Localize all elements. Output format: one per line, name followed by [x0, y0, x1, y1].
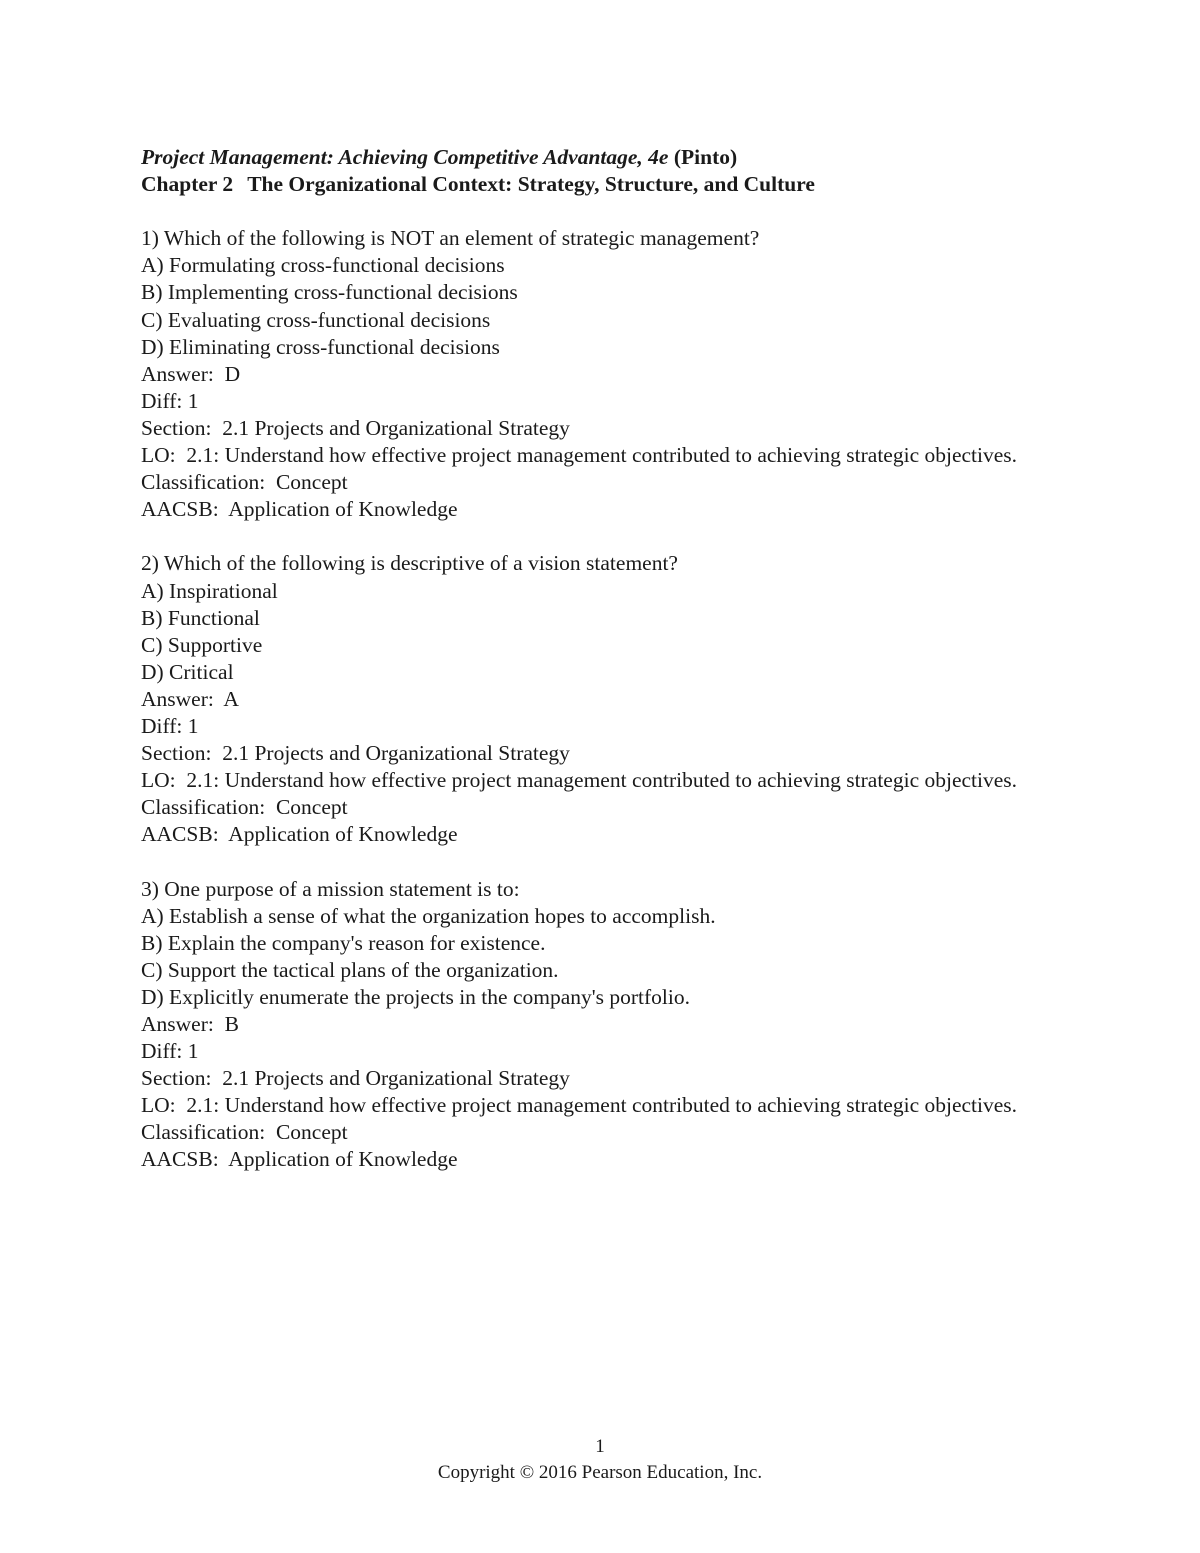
learning-objective: LO: 2.1: Understand how effective project management contributed to achieving strategic objectives.	[141, 443, 1018, 468]
chapter-heading	[141, 171, 1021, 198]
section-ref: Section: 2.1 Projects and Organizational Strategy	[141, 415, 570, 440]
answer-option: D) Explicitly enumerate the projects in the company's portfolio.	[141, 984, 690, 1009]
question-prompt: 1) Which of the following is NOT an element of strategic management?	[141, 226, 760, 251]
question-block-3	[141, 876, 1021, 1174]
answer-option: A) Inspirational	[141, 578, 278, 603]
answer-key: Answer: D	[141, 361, 241, 386]
question-prompt: 2) Which of the following is descriptive of a vision statement?	[141, 551, 678, 576]
aacsb: AACSB: Application of Knowledge	[141, 497, 458, 522]
classification: Classification: Concept	[141, 795, 348, 820]
difficulty: Diff: 1	[141, 1039, 199, 1064]
answer-option: B) Implementing cross-functional decisions	[141, 280, 518, 305]
answer-key: Answer: A	[141, 686, 239, 711]
spacer	[141, 523, 1021, 550]
learning-objective: LO: 2.1: Understand how effective project management contributed to achieving strategic objectives.	[141, 768, 1018, 793]
copyright-notice: Copyright © 2016 Pearson Education, Inc.	[437, 1462, 763, 1483]
answer-option: C) Support the tactical plans of the organization.	[141, 957, 559, 982]
classification: Classification: Concept	[141, 470, 348, 495]
difficulty: Diff: 1	[141, 388, 199, 413]
page-content	[141, 144, 1021, 1174]
answer-option: B) Functional	[141, 605, 260, 630]
section-ref: Section: 2.1 Projects and Organizational Strategy	[141, 741, 570, 766]
book-title-line	[141, 144, 1021, 171]
chapter-number: Chapter 2	[141, 172, 234, 197]
answer-option: D) Eliminating cross-functional decisions	[141, 334, 500, 359]
spacer	[141, 848, 1021, 875]
question-prompt: 3) One purpose of a mission statement is to:	[141, 876, 520, 901]
answer-option: B) Explain the company's reason for existence.	[141, 930, 546, 955]
answer-option: A) Formulating cross-functional decisions	[141, 253, 505, 278]
difficulty: Diff: 1	[141, 713, 199, 738]
section-ref: Section: 2.1 Projects and Organizational Strategy	[141, 1066, 570, 1091]
answer-option: D) Critical	[141, 659, 234, 684]
book-author: (Pinto)	[673, 145, 738, 169]
question-block-1	[141, 225, 1021, 523]
answer-option: C) Supportive	[141, 632, 263, 657]
answer-option: A) Establish a sense of what the organization hopes to accomplish.	[141, 903, 716, 928]
learning-objective: LO: 2.1: Understand how effective project management contributed to achieving strategic objectives.	[141, 1093, 1018, 1118]
page-number: 1	[595, 1436, 605, 1457]
aacsb: AACSB: Application of Knowledge	[141, 822, 458, 847]
answer-option: C) Evaluating cross-functional decisions	[141, 307, 491, 332]
answer-key: Answer: B	[141, 1012, 239, 1036]
question-block-2	[141, 550, 1021, 848]
aacsb: AACSB: Application of Knowledge	[141, 1147, 458, 1172]
spacer	[141, 198, 1021, 225]
book-title: Project Management: Achieving Competitive Advantage, 4e	[141, 145, 669, 169]
classification: Classification: Concept	[141, 1120, 348, 1145]
chapter-title: The Organizational Context: Strategy, Structure, and Culture	[247, 172, 815, 197]
